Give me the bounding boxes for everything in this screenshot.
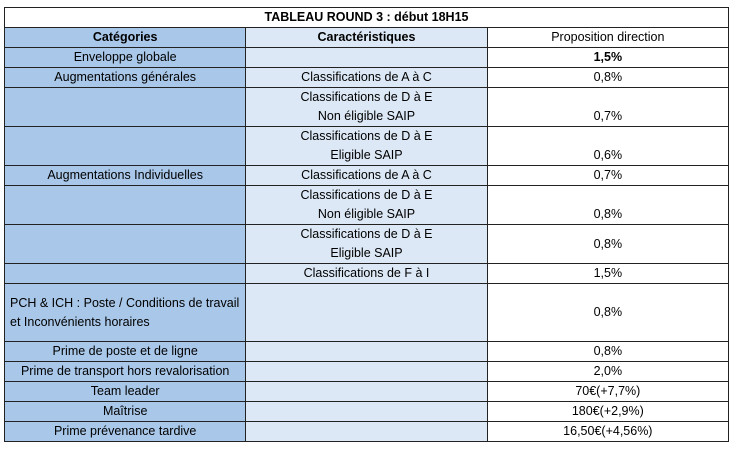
proposal-table — [4, 7, 729, 442]
characteristic-line: Classifications de D à E — [300, 129, 433, 143]
proposal-cell: 0,8% — [487, 284, 728, 342]
category-cell — [5, 127, 246, 166]
header-categories: Catégories — [5, 28, 246, 48]
proposal-cell: 0,7% — [487, 166, 728, 186]
proposal-cell: 180€(+2,9%) — [487, 402, 728, 422]
category-cell: Prime de transport hors revalorisation — [5, 362, 246, 382]
table-row — [5, 284, 729, 342]
characteristic-cell — [246, 88, 487, 127]
table-row — [5, 422, 729, 442]
characteristic-line: Classifications de D à E — [300, 188, 433, 202]
category-cell — [5, 264, 246, 284]
category-cell: Prime prévenance tardive — [5, 422, 246, 442]
characteristic-line: Non éligible SAIP — [317, 207, 416, 221]
characteristic-cell: Classifications de F à I — [246, 264, 487, 284]
table-row — [5, 342, 729, 362]
table-row — [5, 166, 729, 186]
proposal-cell: 1,5% — [487, 48, 728, 68]
characteristic-cell — [246, 382, 487, 402]
table-row — [5, 362, 729, 382]
table-row — [5, 186, 729, 225]
table-row — [5, 402, 729, 422]
category-cell — [5, 225, 246, 264]
proposal-cell: 70€(+7,7%) — [487, 382, 728, 402]
table-row — [5, 88, 729, 127]
category-cell: PCH & ICH : Poste / Conditions de travail et Inconvénients horaires — [5, 284, 246, 342]
table-title: TABLEAU ROUND 3 : début 18H15 — [5, 8, 729, 28]
proposal-cell: 0,6% — [487, 127, 728, 166]
category-cell: Prime de poste et de ligne — [5, 342, 246, 362]
characteristic-cell — [246, 362, 487, 382]
characteristic-cell: Classifications de A à C — [246, 68, 487, 88]
table-row — [5, 382, 729, 402]
category-cell: Augmentations Individuelles — [5, 166, 246, 186]
proposal-cell: 1,5% — [487, 264, 728, 284]
characteristic-line: Non éligible SAIP — [317, 109, 416, 123]
category-cell — [5, 88, 246, 127]
table-row — [5, 127, 729, 166]
header-proposal: Proposition direction — [487, 28, 728, 48]
characteristic-cell: Classifications de A à C — [246, 166, 487, 186]
category-cell — [5, 186, 246, 225]
proposal-cell: 0,8% — [487, 342, 728, 362]
proposal-cell: 2,0% — [487, 362, 728, 382]
table-row — [5, 68, 729, 88]
table-row — [5, 225, 729, 264]
characteristic-cell — [246, 186, 487, 225]
characteristic-cell — [246, 402, 487, 422]
proposal-cell: 0,8% — [487, 225, 728, 264]
characteristic-line: Classifications de D à E — [300, 90, 433, 104]
characteristic-line: Classifications de D à E — [300, 227, 433, 241]
characteristic-line: Eligible SAIP — [330, 148, 403, 162]
characteristic-line: Eligible SAIP — [330, 246, 403, 260]
characteristic-cell — [246, 284, 487, 342]
characteristic-cell — [246, 342, 487, 362]
category-cell: Enveloppe globale — [5, 48, 246, 68]
proposal-table-container — [4, 7, 729, 442]
category-cell: Maîtrise — [5, 402, 246, 422]
category-cell: Augmentations générales — [5, 68, 246, 88]
characteristic-cell — [246, 48, 487, 68]
characteristic-cell — [246, 225, 487, 264]
characteristic-cell — [246, 422, 487, 442]
characteristic-cell — [246, 127, 487, 166]
proposal-cell: 0,8% — [487, 186, 728, 225]
table-title-row — [5, 8, 729, 28]
proposal-cell: 16,50€(+4,56%) — [487, 422, 728, 442]
proposal-cell: 0,8% — [487, 68, 728, 88]
table-row — [5, 48, 729, 68]
proposal-cell: 0,7% — [487, 88, 728, 127]
header-characteristics: Caractéristiques — [246, 28, 487, 48]
category-cell: Team leader — [5, 382, 246, 402]
table-header-row — [5, 28, 729, 48]
table-row — [5, 264, 729, 284]
